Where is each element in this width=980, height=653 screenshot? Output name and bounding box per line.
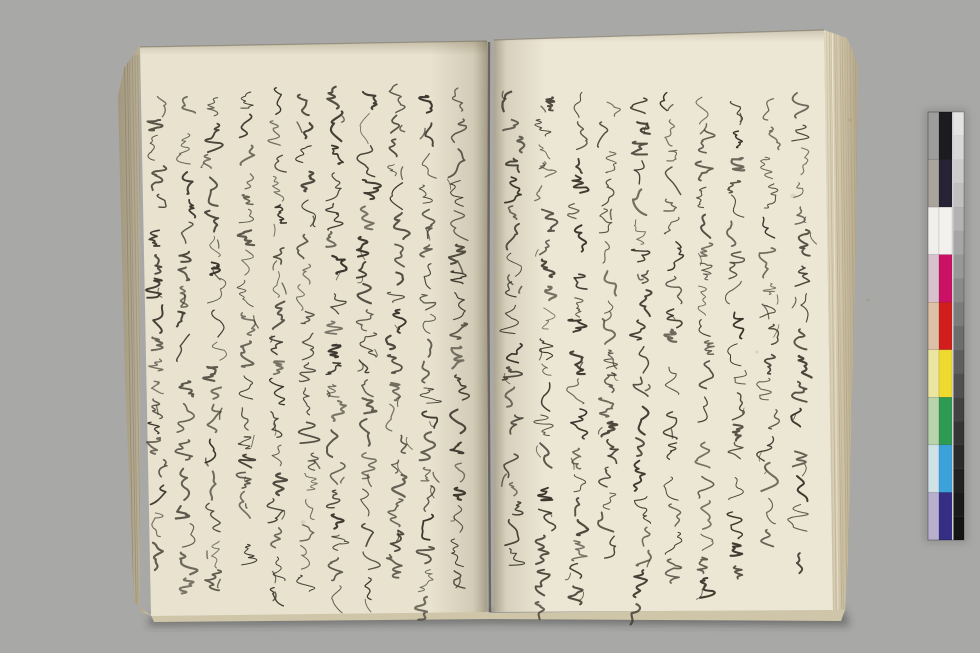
grayscale-ramp-step [954,469,965,493]
color-patch-pale [928,112,939,160]
grayscale-ramp-step [954,397,965,421]
ink-glyph-tick [207,551,208,558]
foxing-spot [301,520,305,524]
color-patch-pale [928,397,939,445]
grayscale-ramp-step [954,326,965,350]
grayscale-ramp-step [954,374,965,398]
foxing-spot [866,298,870,301]
grayscale-ramp-step [954,350,965,374]
grayscale-ramp-step [954,421,965,445]
grayscale-ramp-step [954,516,965,540]
color-patch-saturated [939,350,952,398]
color-bar-seam [952,112,954,540]
grayscale-ramp-step [954,207,965,231]
color-patch-saturated [939,207,952,255]
grayscale-ramp-step [954,112,965,136]
color-patch-pale [928,160,939,208]
color-calibration-bar [924,109,968,543]
foxing-spot [790,194,796,199]
color-patch-pale [928,207,939,255]
color-patch-pale [928,255,939,303]
grayscale-ramp-step [954,183,965,207]
grayscale-ramp-step [954,492,965,516]
color-patch-pale [928,445,939,493]
color-patch-pale [928,302,939,350]
grayscale-ramp-step [954,136,965,160]
foxing-spot [848,118,852,121]
color-patch-saturated [939,397,952,445]
color-patch-pale [928,492,939,540]
grayscale-ramp-step [954,160,965,184]
foxing-spot [755,351,759,354]
grayscale-ramp-step [954,231,965,255]
color-patch-saturated [939,302,952,350]
color-patch-saturated [939,445,952,493]
grayscale-ramp-step [954,445,965,469]
color-patch-saturated [939,160,952,208]
color-patch-saturated [939,492,952,540]
grayscale-ramp-step [954,302,965,326]
color-patch-pale [928,350,939,398]
color-patch-saturated [939,255,952,303]
grayscale-ramp-step [954,255,965,279]
color-patch-saturated [939,112,952,160]
grayscale-ramp-step [954,278,965,302]
